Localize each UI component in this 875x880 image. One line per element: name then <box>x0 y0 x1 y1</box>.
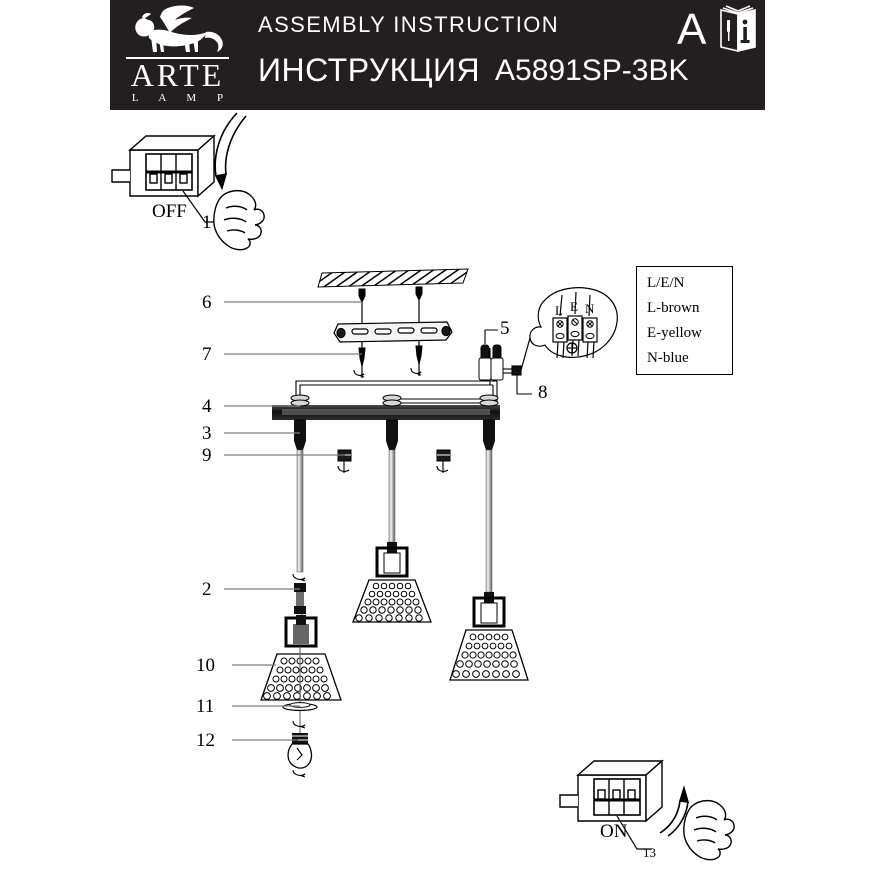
legend-line-earth: E-yellow <box>647 325 702 341</box>
wire-connector-pins <box>479 345 503 380</box>
pendant-middle <box>353 450 431 622</box>
brand-subtitle: L A M P <box>131 92 233 104</box>
rod-collar <box>294 419 495 450</box>
callout-label-3: 3 <box>202 423 212 444</box>
legend-line-neutral: N-blue <box>647 350 689 366</box>
callout-label-8: 8 <box>538 382 548 403</box>
mounting-bracket-plate <box>334 322 452 342</box>
terminal-letter-N: N <box>585 301 595 316</box>
legend-line-len: L/E/N <box>647 275 685 291</box>
ceiling-surface <box>318 269 468 287</box>
pendant-right <box>450 450 528 680</box>
pointing-hand-icon <box>214 191 264 250</box>
callout-label-7: 7 <box>202 344 212 365</box>
category-letter: A <box>677 5 707 54</box>
callout-label-11: 11 <box>196 696 215 717</box>
pointing-hand-icon <box>684 801 734 860</box>
callout-label-10: 10 <box>196 655 215 676</box>
callout-label-6: 6 <box>202 292 212 313</box>
on-state-label: ON <box>600 821 628 842</box>
callout-label-2: 2 <box>202 579 212 600</box>
pendant-left <box>261 450 341 777</box>
rod-coupler <box>294 583 306 614</box>
perforated-shade <box>450 630 528 680</box>
callout-label-4: 4 <box>202 396 212 417</box>
model-code: A5891SP-3BK <box>495 54 689 87</box>
rod-lock-nut <box>291 395 498 406</box>
terminal-letter-E: E <box>570 299 578 314</box>
callout-label-12: 12 <box>196 730 215 751</box>
title-russian: ИНСТРУКЦИЯ <box>258 52 481 88</box>
perforated-shade <box>353 580 431 622</box>
title-english: ASSEMBLY INSTRUCTION <box>258 12 560 37</box>
mounting-nut <box>354 346 422 377</box>
perforated-shade <box>261 654 341 700</box>
callout-label-9: 9 <box>202 445 212 466</box>
terminal-block-junction <box>503 366 532 394</box>
legend-line-live: L-brown <box>647 300 700 316</box>
off-state-label: OFF <box>152 201 187 222</box>
callout-label-1: 1 <box>202 212 212 233</box>
curved-arrow-down-icon <box>215 113 246 188</box>
wiring-legend <box>636 266 733 375</box>
brand-name: ARTE <box>130 57 225 93</box>
callout-label-13: 13 <box>643 845 656 860</box>
callout-5-leader <box>485 330 498 344</box>
terminal-letter-L: L <box>555 303 563 318</box>
callout-label-5: 5 <box>500 318 510 339</box>
light-bulb <box>288 733 311 768</box>
canopy-bar <box>272 405 500 420</box>
